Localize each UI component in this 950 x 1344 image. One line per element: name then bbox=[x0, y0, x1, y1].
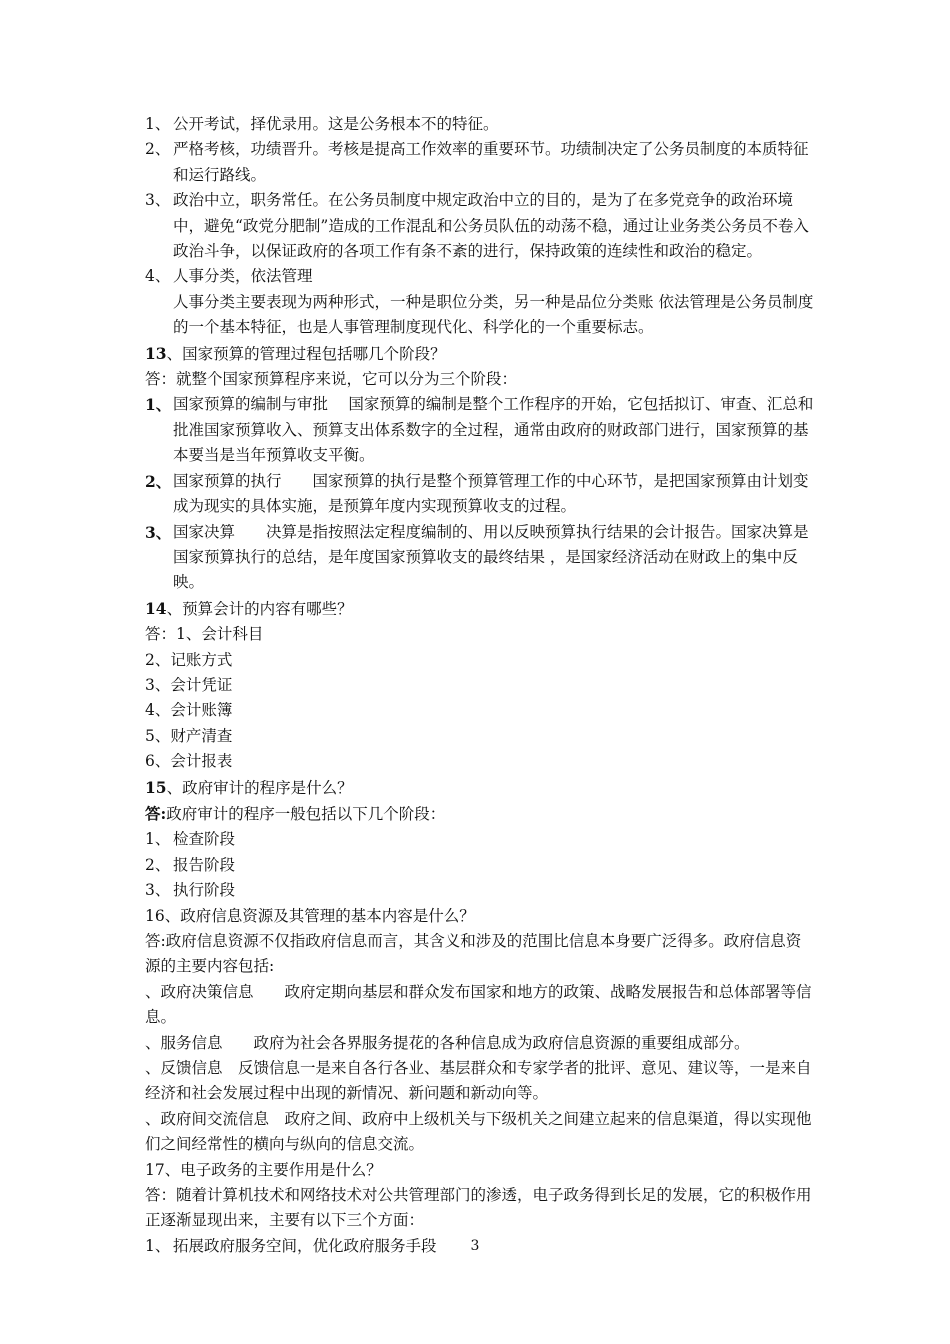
paragraph: 、服务信息 政府为社会各界服务提花的各种信息成为政府信息资源的重要组成部分。 bbox=[145, 1033, 750, 1052]
item-number: 3、 bbox=[145, 881, 171, 900]
question-number: 15 bbox=[145, 777, 167, 797]
answer-line: 3、会计凭证 bbox=[145, 675, 233, 694]
item-text: 政治中立，职务常任。在公务员制度中规定政治中立的目的，是为了在多党竞争的政治环境中，避免“政党分肥制”造成的工作混乱和公务员队伍的动荡不稳，通过让业务类公务员不卷入政治斗争，以保证政府的各项工作有条不紊的进行，保持政策的连续性和政治的稳定。 bbox=[173, 191, 809, 261]
item-number: 3、 bbox=[145, 191, 171, 210]
answer-line: 5、财产清查 bbox=[145, 726, 233, 745]
item-text: 拓展政府服务空间，优化政府服务手段 bbox=[173, 1236, 437, 1255]
question-heading: 17、电子政务的主要作用是什么？ bbox=[145, 1160, 382, 1179]
list-item bbox=[145, 878, 815, 903]
item-text: 人事分类，依法管理 bbox=[173, 267, 313, 286]
answer-line: 6、会计报表 bbox=[145, 752, 233, 771]
question-text: 、政府审计的程序是什么？ bbox=[166, 778, 353, 797]
paragraph: 、政府决策信息 政府定期向基层和群众发布国家和地方的政策、战略发展报告和总体部署等信息。 bbox=[145, 982, 812, 1027]
list-item bbox=[145, 137, 815, 188]
item-text: 报告阶段 bbox=[173, 855, 236, 874]
item-number: 2、 bbox=[145, 140, 171, 159]
paragraph: 答:政府信息资源不仅指政府信息而言，其含义和涉及的范围比信息本身要广泛得多。政府信息资源的主要内容包括: bbox=[145, 932, 802, 976]
paragraph: 、反馈信息 反馈信息一是来自各行各业、基层群众和专家学者的批评、意见、建议等，一是来自经济和社会发展过程中出现的新情况、新问题和新动向等。 bbox=[145, 1059, 812, 1103]
answer-text: 政府审计的程序一般包括以下几个阶段： bbox=[166, 804, 446, 823]
list-item bbox=[145, 112, 815, 137]
paragraph: 答：随着计算机技术和网络技术对公共管理部门的渗透，电子政务得到长足的发展，它的积极作用正逐渐显现出来，主要有以下三个方面： bbox=[145, 1186, 812, 1230]
item-number: 2、 bbox=[145, 855, 171, 874]
question-number: 14 bbox=[145, 598, 167, 618]
answer-line: 答：1、会计科目 bbox=[145, 625, 264, 644]
question-text: 、预算会计的内容有哪些？ bbox=[166, 599, 353, 618]
paragraph: 人事分类主要表现为两种形式，一种是职位分类，另一种是品位分类账 依法管理是公务员制度的一个基本特征，也是人事管理制度现代化、科学化的一个重要标志。 bbox=[173, 292, 814, 337]
item-number: 4、 bbox=[145, 267, 171, 286]
item-text: 严格考核，功绩晋升。考核是提高工作效率的重要环节。功绩制决定了公务员制度的本质特征和运行路线。 bbox=[173, 140, 809, 184]
answer-intro bbox=[145, 801, 815, 827]
question-heading bbox=[145, 775, 815, 801]
item-number: 1、 bbox=[145, 395, 172, 415]
answer-label: 答: bbox=[145, 803, 167, 823]
item-number: 1、 bbox=[145, 115, 171, 133]
item-number: 1、 bbox=[145, 830, 171, 849]
item-text: 检查阶段 bbox=[173, 830, 236, 849]
list-item bbox=[145, 264, 815, 289]
item-text: 国家预算的执行 国家预算的执行是整个预算管理工作的中心环节，是把国家预算由计划变成为现实的具体实施，是预算年度内实现预算收支的过程。 bbox=[173, 471, 809, 516]
item-text: 公开考试，择优录用。这是公务根本不的特征。 bbox=[173, 115, 499, 133]
list-item bbox=[145, 469, 815, 520]
item-number: 3、 bbox=[145, 522, 172, 542]
list-item bbox=[145, 827, 815, 852]
item-text: 国家决算 决算是指按照法定程度编制的、用以反映预算执行结果的会计报告。国家决算是国家预算执行的总结，是年度国家预算收支的最终结果 ，是国家经济活动在财政上的集中反映。 bbox=[173, 522, 809, 592]
answer-line: 4、会计账簿 bbox=[145, 701, 233, 720]
question-text: 、国家预算的管理过程包括哪几个阶段？ bbox=[166, 344, 446, 363]
paragraph: 、政府间交流信息 政府之间、政府中上级机关与下级机关之间建立起来的信息渠道，得以实现他们之间经常性的横向与纵向的信息交流。 bbox=[145, 1109, 812, 1154]
item-number: 1、 bbox=[145, 1236, 171, 1255]
question-number: 13 bbox=[145, 343, 167, 363]
item-text: 国家预算的编制与审批 国家预算的编制是整个工作程序的开始，它包括拟订、审查、汇总和批准国家预算收入、预算支出体系数字的全过程，通常由政府的财政部门进行，国家预算的基本要当是当年预算收支平衡。 bbox=[173, 395, 814, 465]
question-heading bbox=[145, 596, 815, 622]
question-heading bbox=[145, 341, 815, 367]
list-item bbox=[145, 520, 815, 596]
question-heading: 16、政府信息资源及其管理的基本内容是什么？ bbox=[145, 906, 475, 925]
document-body bbox=[145, 112, 815, 1259]
list-item bbox=[145, 392, 815, 468]
item-number: 2、 bbox=[145, 471, 172, 491]
list-item bbox=[145, 853, 815, 878]
answer-line: 2、记账方式 bbox=[145, 650, 233, 669]
answer-intro: 答：就整个国家预算程序来说，它可以分为三个阶段： bbox=[145, 370, 518, 389]
item-text: 执行阶段 bbox=[173, 881, 236, 900]
list-item bbox=[145, 188, 815, 264]
page-number: 3 bbox=[470, 1238, 480, 1254]
